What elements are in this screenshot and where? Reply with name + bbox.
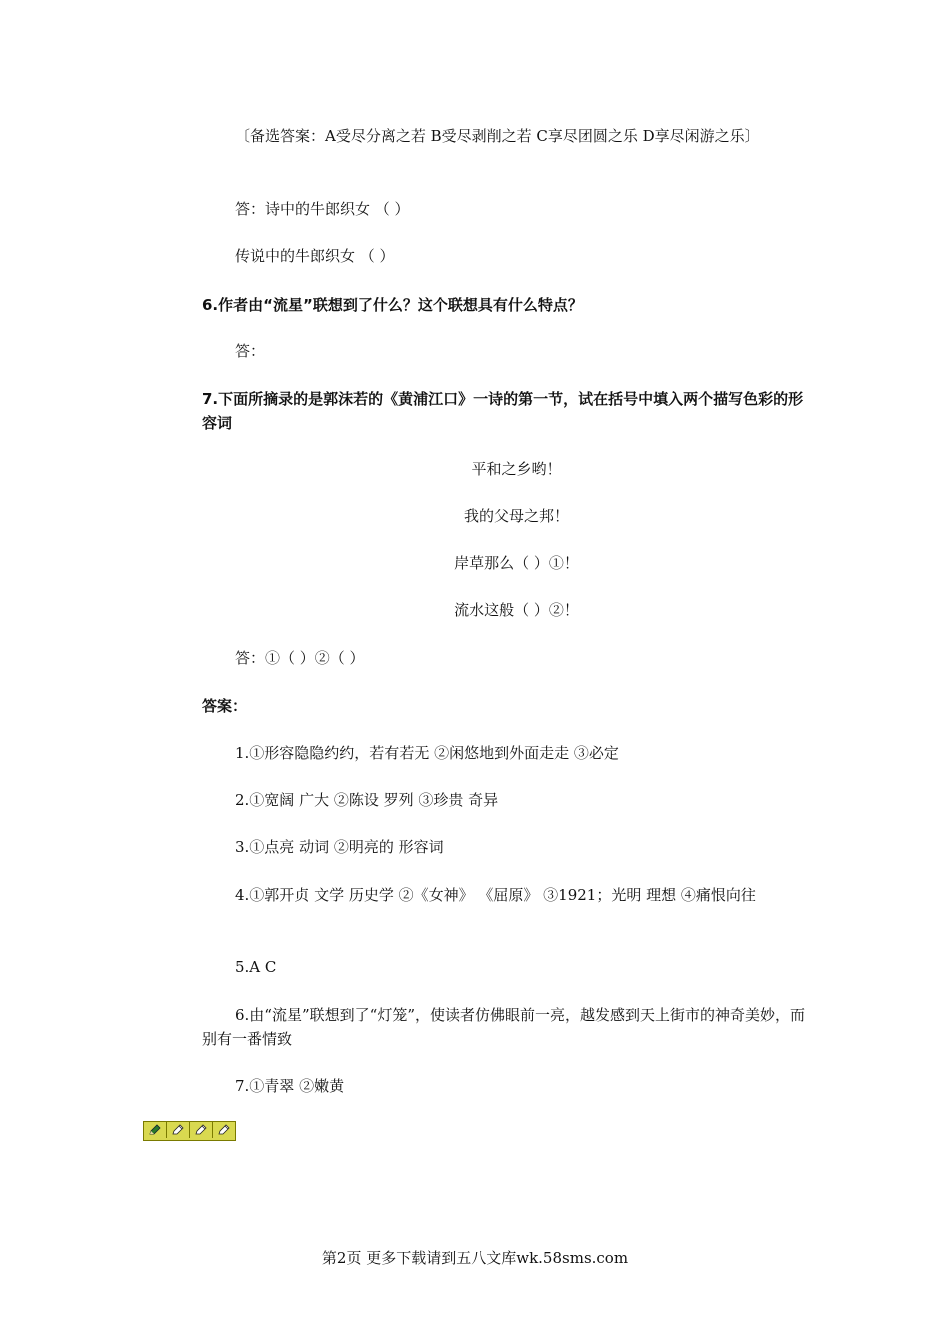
q7-prompt: 7.下面所摘录的是郭沫若的《黄浦江口》一诗的第一节，试在括号中填入两个描写色彩的形容词: [202, 390, 804, 432]
poem-line-4: 流水这般（ ）②！: [454, 601, 579, 619]
poem-line-1: 平和之乡哟！: [471, 460, 562, 478]
answer-item-5: 5.A C: [235, 958, 277, 976]
page-footer: 第2页 更多下载请到五八文库wk.58sms.com: [321, 1249, 629, 1267]
q5-answer-legend: 传说中的牛郎织女 （ ）: [235, 247, 395, 265]
q5-options: 〔备选答案：A受尽分离之若 B受尽剥削之若 C享尽团圆之乐 D享尽闲游之乐〕: [235, 127, 760, 145]
poem-line-3: 岸草那么（ ）①！: [454, 554, 579, 572]
q6-answer: 答：: [235, 342, 266, 360]
answers-heading: 答案：: [202, 697, 248, 715]
q5-answer-poem: 答：诗中的牛郎织女 （ ）: [235, 200, 410, 218]
answer-item-4: 4.①郭开贞 文学 历史学 ②《女神》 《屈原》 ③1921；光明 理想 ④痛恨向往: [235, 886, 756, 904]
answer-item-6: 6.由“流星”联想到了“灯笼”，使读者仿佛眼前一亮，越发感到天上街市的神奇美妙，而别有一番情致: [202, 1006, 805, 1048]
pencil-toolbar: [143, 1121, 236, 1141]
q6-prompt: 6.作者由“流星”联想到了什么？这个联想具有什么特点？: [202, 296, 583, 314]
answer-item-2: 2.①宽阔 广大 ②陈设 罗列 ③珍贵 奇异: [235, 791, 499, 809]
pencil-icon[interactable]: [144, 1122, 167, 1138]
q7-answer: 答：①（ ）②（ ）: [235, 649, 365, 667]
pencil-icon[interactable]: [167, 1122, 190, 1138]
pencil-icon[interactable]: [190, 1122, 213, 1138]
answer-item-1: 1.①形容隐隐约约，若有若无 ②闲悠地到外面走走 ③必定: [235, 744, 619, 762]
poem-line-2: 我的父母之邦！: [463, 507, 569, 525]
answer-item-7: 7.①青翠 ②嫩黄: [235, 1077, 345, 1095]
pencil-icon[interactable]: [213, 1122, 235, 1138]
answer-item-3: 3.①点亮 动词 ②明亮的 形容词: [235, 838, 444, 856]
